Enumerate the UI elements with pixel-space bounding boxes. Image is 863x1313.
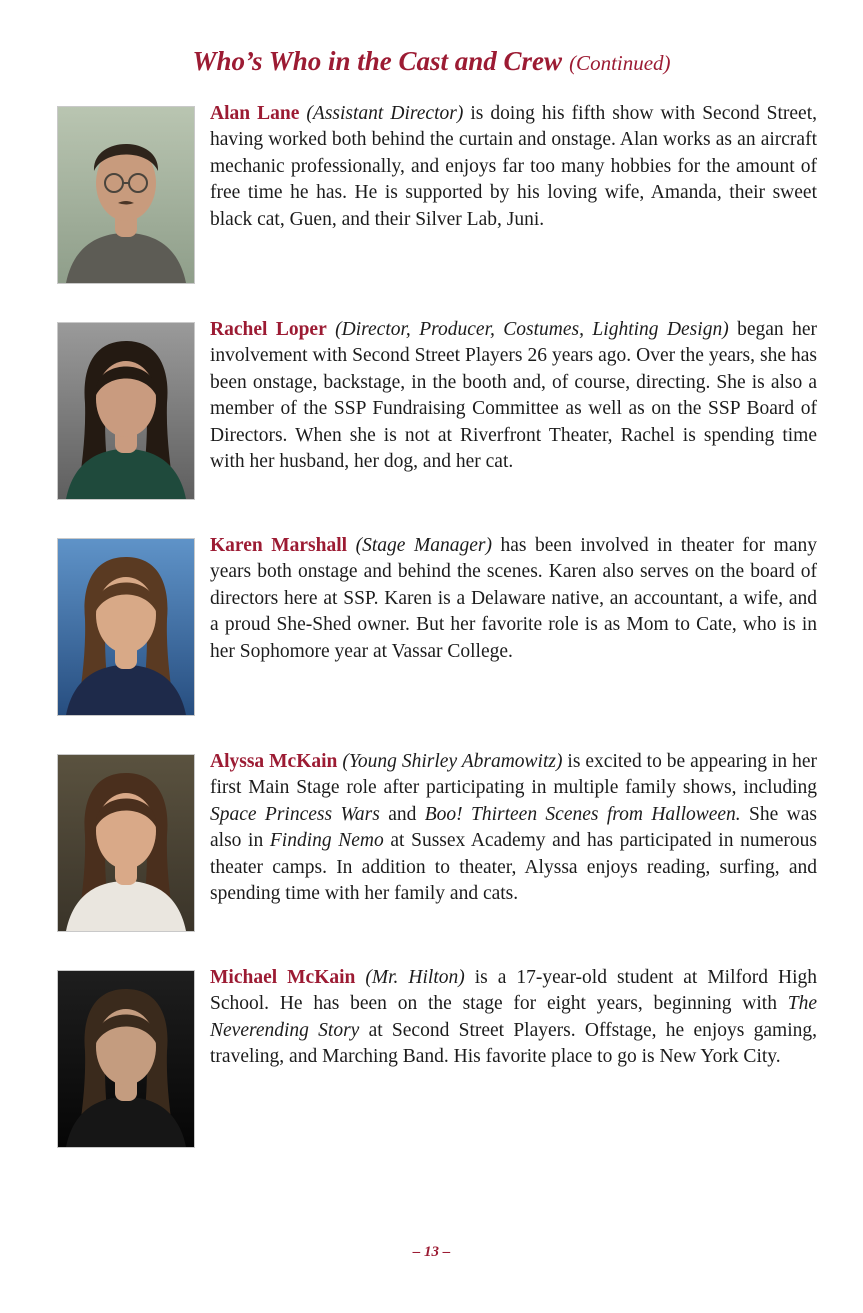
- person-name: Michael McKain: [210, 967, 356, 989]
- title-continued: (Continued): [569, 51, 671, 75]
- page-number: – 13 –: [412, 1244, 451, 1260]
- bio-run: began her involvement with Second Street Players 26 years ago. Over the years, she has been onstage, backstage, in the booth and, of course, directing. She is also a member of the SSP Fundraising Committee as well as on the SSP Board of Directors. When she is not at Riverfront Theater, Rachel is spending time with her husband, her dog, and her cat.: [210, 319, 817, 473]
- show-title: The Neverending Story: [210, 993, 817, 1041]
- bio-entry: [40, 749, 817, 936]
- bio-run: is excited to be appearing in her first Main Stage role after participating in multiple family shows, including: [210, 751, 818, 799]
- person-name: Karen Marshall: [210, 535, 348, 557]
- person-name: Alan Lane: [210, 103, 300, 125]
- bio-body: [210, 319, 817, 472]
- headshot-photo: [57, 970, 195, 1148]
- headshot-photo: [57, 322, 195, 500]
- bio-run: She was also in: [210, 803, 817, 852]
- show-title: Boo! Thirteen Scenes from Halloween.: [424, 803, 741, 825]
- bio-run: is a 17-year-old student at Milford High School. He has been on the stage for eight years, beginning with: [210, 967, 817, 1015]
- bio-list: [0, 101, 863, 1152]
- headshot-photo: [57, 538, 195, 716]
- person-role: (Director, Producer, Costumes, Lighting Design): [326, 319, 729, 341]
- bio-run: has been involved in theater for many years both onstage and behind the scenes. Karen also serves on the board of directors here at SSP. Karen is a Delaware native, an accountant, a wife, and a proud She-Shed owner. But her favorite role is as Mom to Cate, who is in her Sophomore year at Vassar College.: [210, 535, 817, 662]
- bio-run: is doing his fifth show with Second Street, having worked both behind the curtain and onstage. Alan works as an aircraft mechanic professionally, and enjoys far too many hobbies for the amount of free time he has. He is supported by his loving wife, Amanda, their sweet black cat, Guen, and their Silver Lab, Juni.: [210, 103, 817, 230]
- headshot-photo: [57, 754, 195, 932]
- bio-entry: [40, 965, 817, 1152]
- bio-body: [210, 751, 817, 904]
- person-name: Rachel Loper: [210, 319, 327, 341]
- bio-run: at Sussex Academy and has participated in numerous theater camps. In addition to theater, Alyssa enjoys reading, surfing, and spending time with her family and cats.: [210, 830, 817, 905]
- show-title: Space Princess Wars: [210, 803, 380, 825]
- bio-entry: [40, 533, 817, 720]
- headshot-photo: [57, 106, 195, 284]
- person-role: (Mr. Hilton): [355, 967, 465, 989]
- bio-run: at Second Street Players. Offstage, he enjoys gaming, traveling, and Marching Band. His favorite place to go is New York City.: [210, 1019, 817, 1068]
- show-title: Finding Nemo: [269, 830, 384, 852]
- person-role: (Assistant Director): [299, 103, 464, 125]
- title-main: Who’s Who in the Cast and Crew: [192, 46, 563, 76]
- person-role: (Young Shirley Abramowitz): [337, 751, 563, 773]
- bio-entry: [40, 101, 817, 288]
- person-role: (Stage Manager): [347, 535, 492, 557]
- bio-run: and: [379, 803, 425, 825]
- person-name: Alyssa McKain: [210, 751, 338, 773]
- page-title: [0, 46, 863, 77]
- bio-entry: [40, 317, 817, 504]
